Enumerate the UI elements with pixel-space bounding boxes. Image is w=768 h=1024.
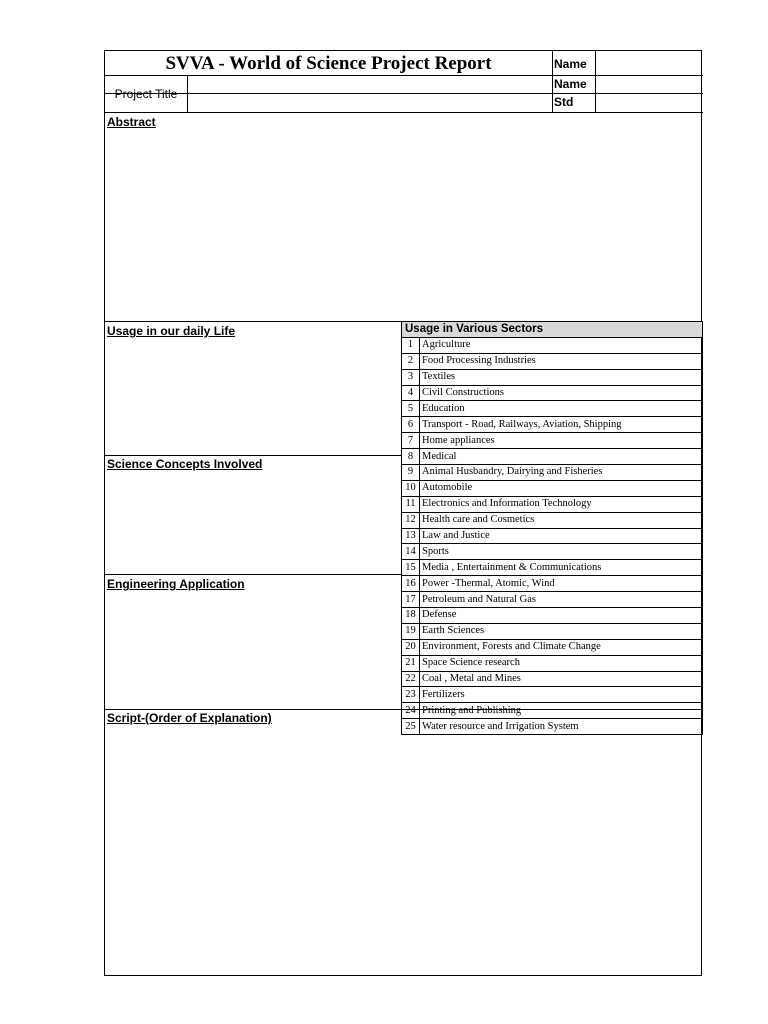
sector-row: [402, 671, 703, 687]
science-concepts-area[interactable]: [105, 473, 401, 574]
sector-row: [402, 353, 703, 369]
sector-row: [402, 417, 703, 433]
sector-number: 16: [402, 576, 420, 592]
sector-label: Space Science research: [420, 655, 703, 671]
science-concepts-heading: Science Concepts Involved: [107, 457, 263, 471]
sector-row: [402, 401, 703, 417]
sector-row: [402, 623, 703, 639]
sector-label: Defense: [420, 608, 703, 624]
sector-row: [402, 465, 703, 481]
sector-label: Civil Constructions: [420, 385, 703, 401]
sector-number: 15: [402, 560, 420, 576]
sector-row: [402, 480, 703, 496]
sector-number: 8: [402, 449, 420, 465]
name-field-2[interactable]: [596, 76, 702, 93]
sector-number: 12: [402, 512, 420, 528]
sectors-header-row: [402, 322, 703, 338]
sector-label: Agriculture: [420, 337, 703, 353]
script-heading: Script-(Order of Explanation): [107, 711, 272, 725]
sector-row: [402, 528, 703, 544]
sector-number: 25: [402, 719, 420, 735]
sector-row: [402, 369, 703, 385]
sector-label: Media , Entertainment & Communications: [420, 560, 703, 576]
sector-number: 22: [402, 671, 420, 687]
sector-number: 3: [402, 369, 420, 385]
sector-number: 1: [402, 337, 420, 353]
daily-life-heading: Usage in our daily Life: [107, 324, 236, 338]
sector-row: [402, 703, 703, 719]
sector-label: Education: [420, 401, 703, 417]
sector-label: Transport - Road, Railways, Aviation, Shipping: [420, 417, 703, 433]
sector-label: Home appliances: [420, 433, 703, 449]
sector-row: [402, 592, 703, 608]
sector-label: Textiles: [420, 369, 703, 385]
sector-label: Food Processing Industries: [420, 353, 703, 369]
sector-label: Printing and Publishing: [420, 703, 703, 719]
sector-label: Automobile: [420, 480, 703, 496]
engineering-heading: Engineering Application: [107, 577, 245, 591]
sector-row: [402, 608, 703, 624]
sector-number: 20: [402, 639, 420, 655]
sector-label: Water resource and Irrigation System: [420, 719, 703, 735]
sector-number: 14: [402, 544, 420, 560]
sector-number: 11: [402, 496, 420, 512]
project-report-form: [104, 50, 702, 976]
sector-label: Petroleum and Natural Gas: [420, 592, 703, 608]
sector-label: Medical: [420, 449, 703, 465]
sector-number: 23: [402, 687, 420, 703]
sector-row: [402, 337, 703, 353]
sector-number: 7: [402, 433, 420, 449]
sector-row: [402, 496, 703, 512]
sector-label: Environment, Forests and Climate Change: [420, 639, 703, 655]
sector-label: Coal , Metal and Mines: [420, 671, 703, 687]
sector-number: 2: [402, 353, 420, 369]
sector-label: Earth Sciences: [420, 623, 703, 639]
sectors-header: Usage in Various Sectors: [402, 322, 703, 338]
sector-number: 9: [402, 465, 420, 481]
sector-label: Electronics and Information Technology: [420, 496, 703, 512]
abstract-heading: Abstract: [107, 115, 156, 129]
sector-row: [402, 687, 703, 703]
project-title-field[interactable]: [188, 76, 552, 112]
abstract-area[interactable]: [105, 131, 703, 321]
report-title: SVVA - World of Science Project Report: [165, 53, 492, 74]
script-area[interactable]: [105, 727, 703, 975]
sector-row: [402, 385, 703, 401]
engineering-area[interactable]: [105, 593, 401, 709]
sector-number: 5: [402, 401, 420, 417]
sector-label: Animal Husbandry, Dairying and Fisheries: [420, 465, 703, 481]
std-field[interactable]: [596, 94, 702, 112]
sector-label: Health care and Cosmetics: [420, 512, 703, 528]
sector-label: Fertilizers: [420, 687, 703, 703]
std-label: Std: [554, 95, 574, 109]
daily-life-area[interactable]: [105, 340, 401, 455]
sector-row: [402, 449, 703, 465]
sector-number: 6: [402, 417, 420, 433]
sector-number: 4: [402, 385, 420, 401]
sector-label: Law and Justice: [420, 528, 703, 544]
sector-number: 21: [402, 655, 420, 671]
name-field-1[interactable]: [596, 52, 702, 75]
sector-row: [402, 639, 703, 655]
sector-number: 18: [402, 608, 420, 624]
sector-row: [402, 512, 703, 528]
sector-row: [402, 433, 703, 449]
name-label-2: Name: [554, 77, 587, 91]
sector-number: 19: [402, 623, 420, 639]
sector-number: 17: [402, 592, 420, 608]
sectors-table: [401, 321, 703, 735]
name-label-1: Name: [554, 57, 587, 71]
project-title-label: Project Title: [114, 87, 178, 101]
sector-number: 10: [402, 480, 420, 496]
sector-number: 24: [402, 703, 420, 719]
sector-number: 13: [402, 528, 420, 544]
sector-row: [402, 544, 703, 560]
sector-row: [402, 576, 703, 592]
sector-row: [402, 560, 703, 576]
sector-label: Power -Thermal, Atomic, Wind: [420, 576, 703, 592]
sector-label: Sports: [420, 544, 703, 560]
sector-row: [402, 655, 703, 671]
